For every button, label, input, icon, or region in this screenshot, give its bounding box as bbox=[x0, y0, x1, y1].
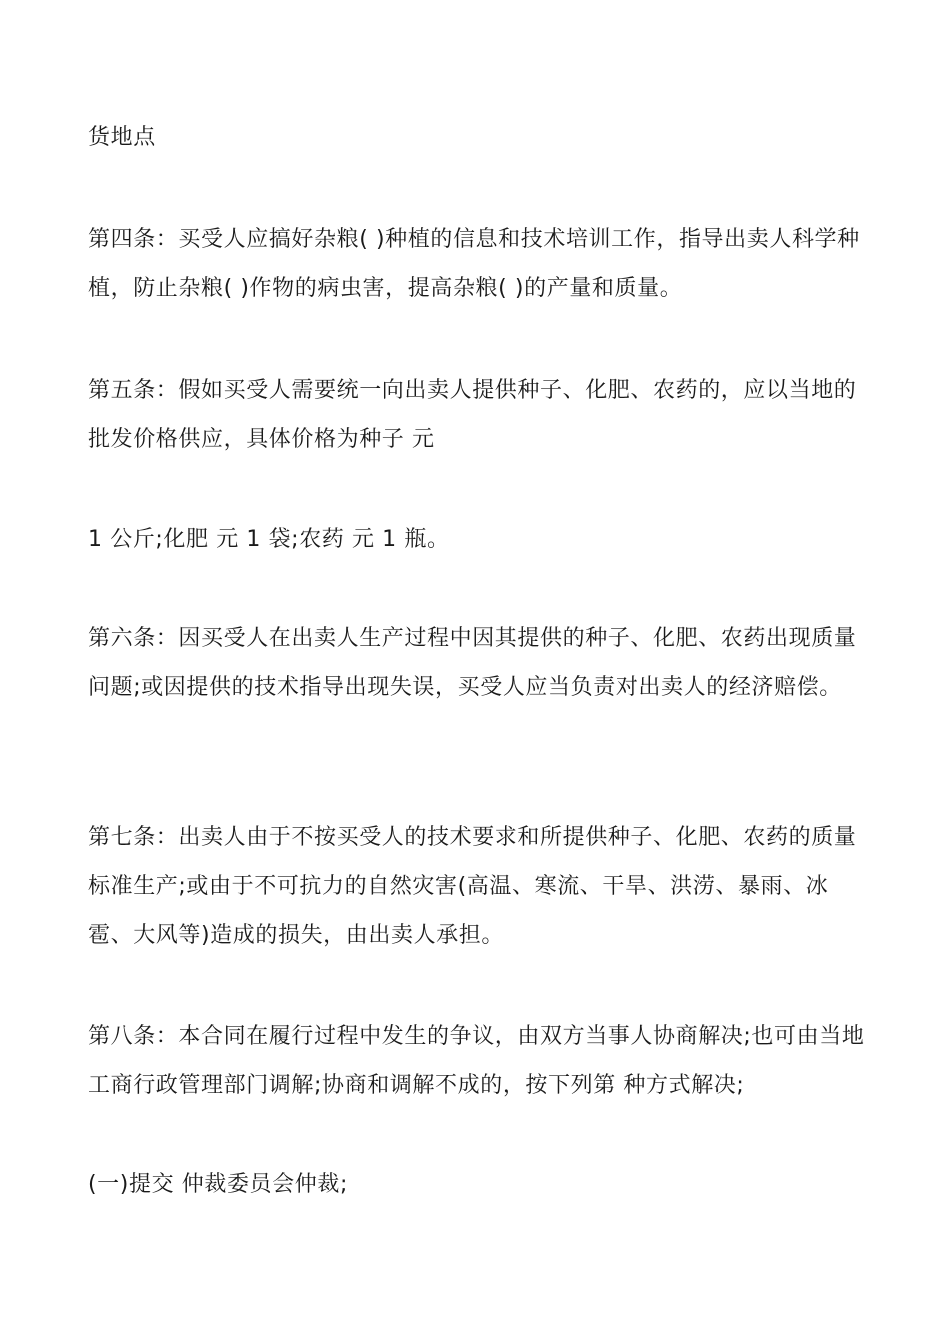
paragraph-article-5: 第五条：假如买受人需要统一向出卖人提供种子、化肥、农药的，应以当地的批发价格供应，具体价格为种子 元 bbox=[88, 378, 857, 452]
paragraph-delivery-location: 货地点 bbox=[88, 125, 156, 150]
paragraph-article-4: 第四条：买受人应搞好杂粮( )种植的信息和技术培训工作，指导出卖人科学种植，防止杂粮( )作物的病虫害，提高杂粮( )的产量和质量。 bbox=[88, 227, 860, 301]
paragraph-article-5-prices: 1 公斤;化肥 元 1 袋;农药 元 1 瓶。 bbox=[88, 527, 450, 552]
paragraph-article-6: 第六条：因买受人在出卖人生产过程中因其提供的种子、化肥、农药出现质量问题;或因提供的技术指导出现失误，买受人应当负责对出卖人的经济赔偿。 bbox=[88, 626, 857, 700]
paragraph-article-7: 第七条：出卖人由于不按买受人的技术要求和所提供种子、化肥、农药的质量标准生产;或由于不可抗力的自然灾害(高温、寒流、干旱、洪涝、暴雨、冰雹、大风等)造成的损失，由出卖人承担。 bbox=[88, 825, 857, 948]
paragraph-arbitration-option: (一)提交 仲裁委员会仲裁; bbox=[88, 1172, 348, 1197]
paragraph-article-8: 第八条：本合同在履行过程中发生的争议，由双方当事人协商解决;也可由当地工商行政管理部门调解;协商和调解不成的，按下列第 种方式解决; bbox=[88, 1024, 865, 1098]
